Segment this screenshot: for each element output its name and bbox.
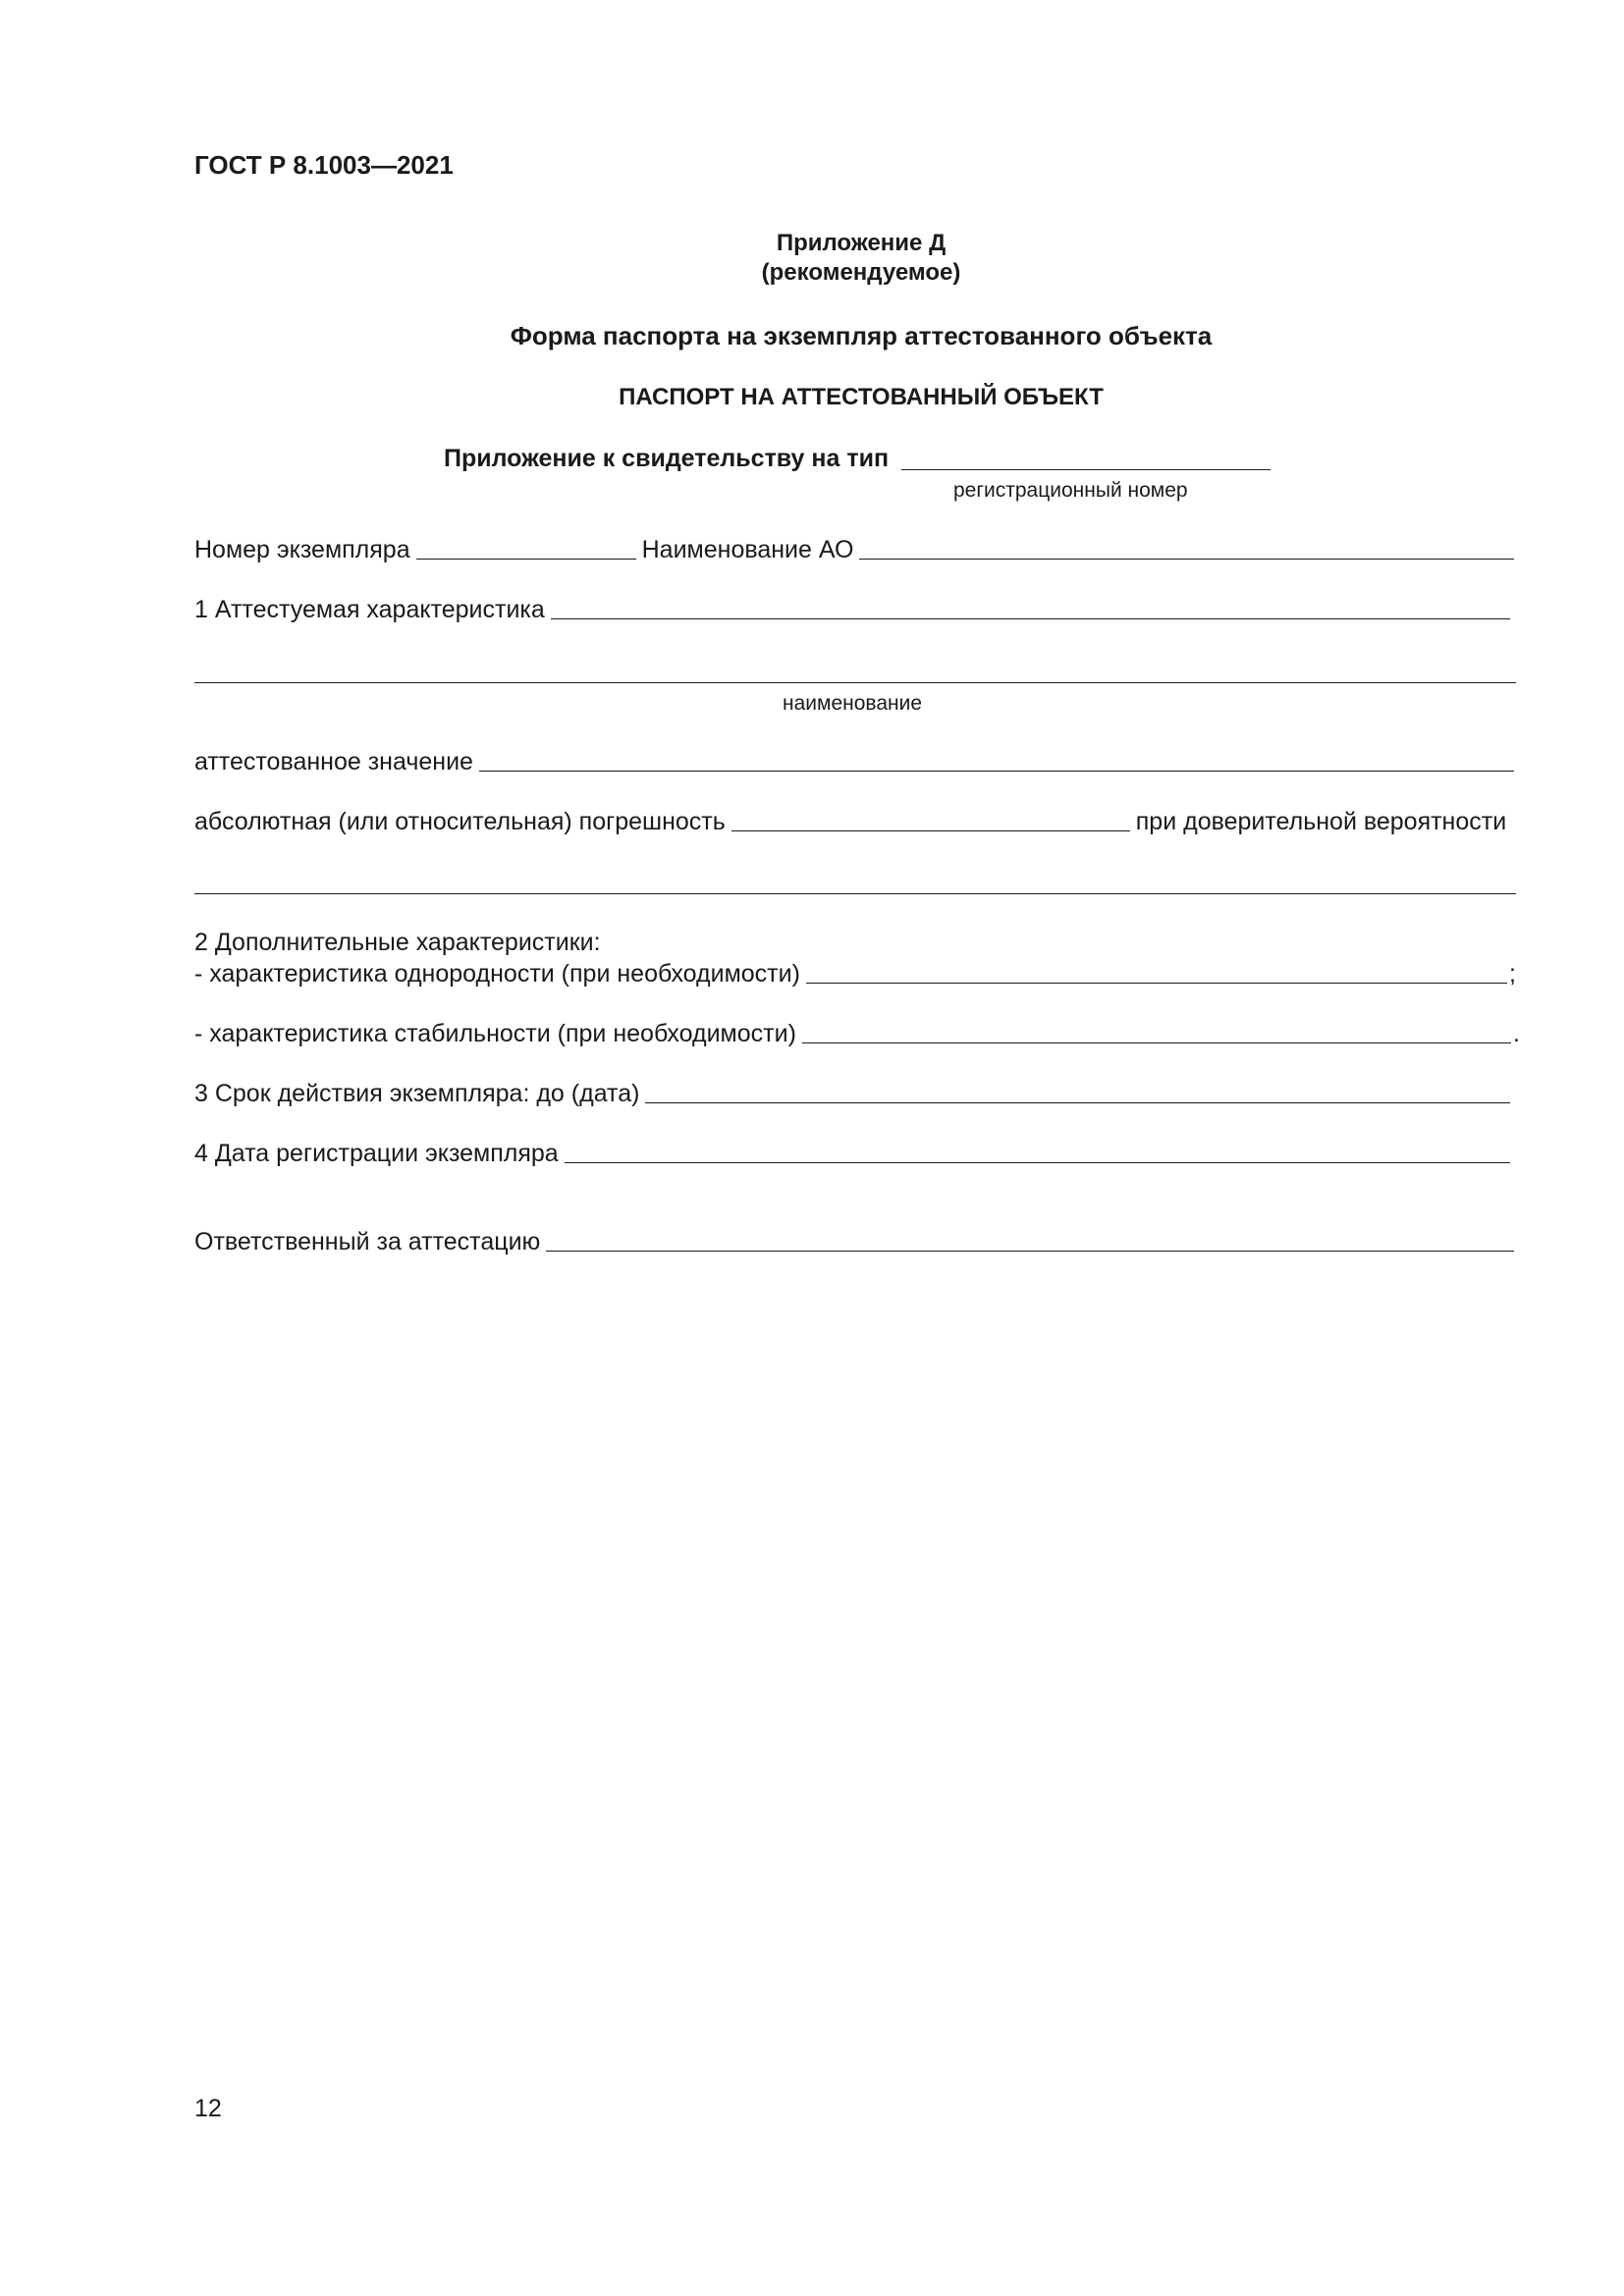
passport-title: ПАСПОРТ НА АТТЕСТОВАННЫЙ ОБЪЕКТ <box>619 384 1104 410</box>
homogeneity-end: ; <box>1509 960 1516 988</box>
certificate-label: Приложение к свидетельству на тип <box>444 445 890 472</box>
confidence-label: при доверительной вероятности <box>1135 808 1507 835</box>
registration-date-label: 4 Дата регистрации экземпляра <box>194 1140 559 1167</box>
characteristic-name-line[interactable] <box>194 682 1516 683</box>
instance-number-label: Номер экземпляра <box>194 536 410 563</box>
responsible-line[interactable] <box>546 1251 1514 1252</box>
certified-characteristic-label: 1 Аттестуемая характеристика <box>194 596 545 623</box>
registration-date-line[interactable] <box>565 1162 1510 1163</box>
registration-number-caption: регистрационный номер <box>953 479 1188 502</box>
certified-value-label: аттестованное значение <box>194 748 473 775</box>
page-number: 12 <box>194 2095 222 2122</box>
ao-name-label: Наименование АО <box>641 536 854 563</box>
registration-date-row <box>194 1139 1510 1168</box>
additional-header: 2 Дополнительные характеристики: <box>194 929 601 956</box>
error-row <box>194 807 1514 836</box>
appendix-status: (рекомендуемое) <box>761 259 961 286</box>
instance-number-line[interactable] <box>416 559 636 560</box>
responsible-row <box>194 1227 1514 1256</box>
validity-label: 3 Срок действия экземпляра: до (дата) <box>194 1080 640 1107</box>
error-label: абсолютная (или относительная) погрешность <box>194 808 726 835</box>
name-caption: наименование <box>783 692 923 715</box>
certified-value-row <box>194 747 1514 776</box>
ao-name-line[interactable] <box>859 559 1514 560</box>
homogeneity-line[interactable] <box>806 983 1507 984</box>
validity-line[interactable] <box>645 1102 1510 1103</box>
stability-line[interactable] <box>802 1042 1511 1043</box>
responsible-label: Ответственный за аттестацию <box>194 1228 541 1255</box>
stability-label: - характеристика стабильности (при необходимости) <box>194 1020 796 1047</box>
instance-row <box>194 535 1514 564</box>
form-title: Форма паспорта на экземпляр аттестованного объекта <box>510 321 1213 350</box>
stability-end: . <box>1513 1020 1520 1047</box>
error-line[interactable] <box>731 830 1130 831</box>
characteristic-row <box>194 595 1510 624</box>
stability-row <box>194 1019 1520 1048</box>
standard-code: ГОСТ Р 8.1003—2021 <box>194 150 454 180</box>
confidence-line[interactable] <box>194 893 1516 894</box>
certified-characteristic-line[interactable] <box>551 618 1510 619</box>
certified-value-line[interactable] <box>479 771 1514 772</box>
homogeneity-row <box>194 959 1516 988</box>
homogeneity-label: - характеристика однородности (при необходимости) <box>194 960 800 988</box>
appendix-title: Приложение Д <box>776 230 947 256</box>
validity-row <box>194 1079 1510 1108</box>
registration-number-line[interactable] <box>901 469 1271 470</box>
